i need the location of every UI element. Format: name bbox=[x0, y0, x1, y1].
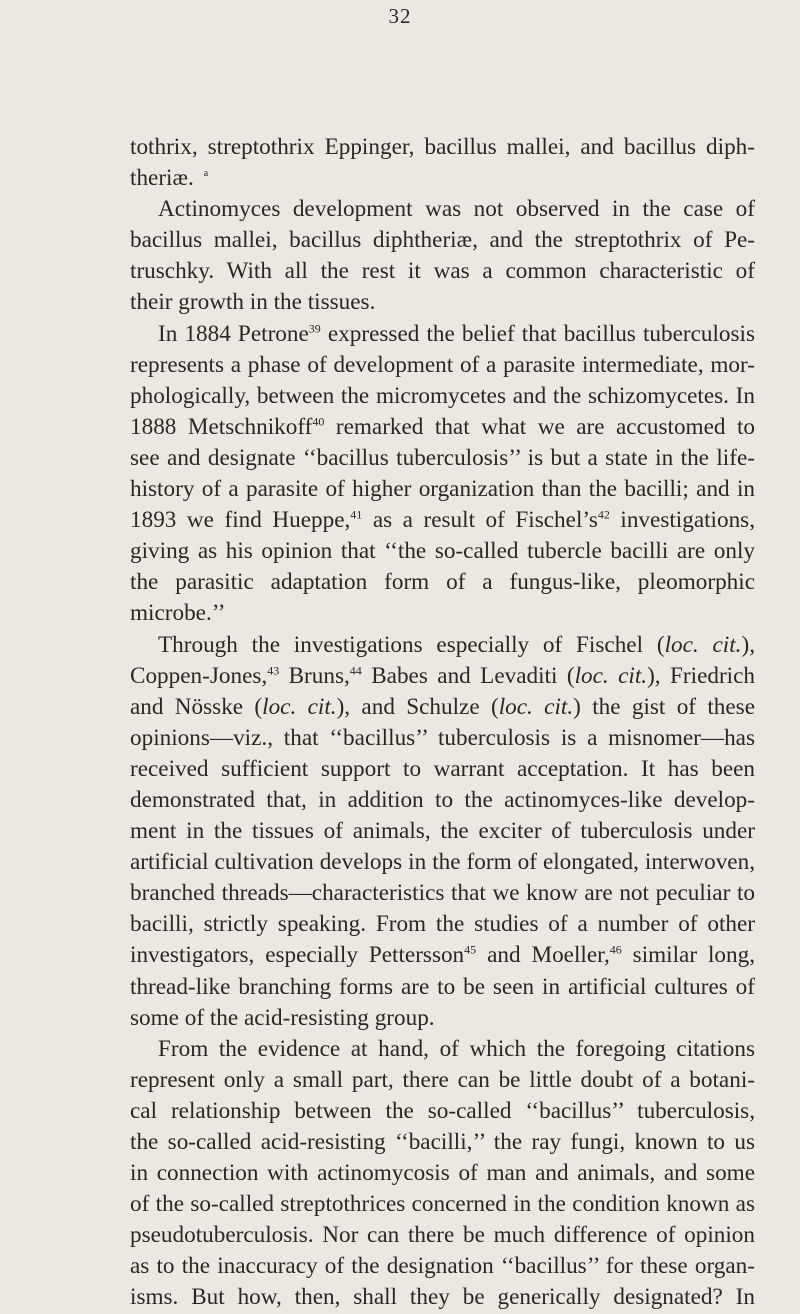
text-run: history of a parasite of higher organization than the bacilli; and in bbox=[130, 476, 755, 503]
footnote-ref: 39 bbox=[308, 320, 321, 335]
text-line bbox=[130, 630, 755, 661]
footnote-ref: 44 bbox=[349, 662, 362, 677]
text-run: expressed the belief that bacillus tuberculosis bbox=[320, 320, 756, 347]
text-line bbox=[130, 412, 755, 443]
body-text bbox=[130, 132, 755, 1314]
text-run: truschky. With all the rest it was a common characteristic of bbox=[130, 258, 755, 285]
text-line bbox=[130, 225, 755, 256]
paragraph bbox=[130, 630, 755, 1034]
text-run: Through the investigations especially of Fischel ( bbox=[158, 631, 665, 658]
text-line bbox=[130, 1065, 755, 1096]
text-line bbox=[130, 567, 755, 598]
text-run: In 1884 Petrone bbox=[158, 320, 309, 347]
text-line bbox=[130, 1158, 755, 1189]
text-line bbox=[130, 661, 755, 692]
text-run: theriæ. bbox=[130, 165, 194, 192]
text-line bbox=[130, 816, 755, 847]
text-line bbox=[130, 505, 755, 536]
text-line bbox=[130, 1096, 755, 1127]
text-run: the parasitic adaptation form of a fungus-like, pleomorphic bbox=[130, 569, 755, 596]
text-line bbox=[130, 1189, 755, 1220]
text-run: of the so-called streptothrices concerned in the condition known as bbox=[130, 1191, 755, 1218]
text-run: their growth in the tissues. bbox=[130, 289, 376, 316]
text-line bbox=[130, 598, 755, 629]
text-line bbox=[130, 972, 755, 1003]
text-run: 1888 Metschnikoff bbox=[130, 413, 313, 440]
text-run: remarked that what we are accustomed to bbox=[324, 413, 755, 440]
text-line bbox=[130, 785, 755, 816]
text-line bbox=[130, 1282, 755, 1313]
text-run: From the evidence at hand, of which the foregoing citations bbox=[158, 1035, 755, 1062]
citation-italic: loc. cit. bbox=[498, 693, 574, 720]
footnote-ref: 41 bbox=[350, 507, 363, 522]
text-line bbox=[130, 163, 755, 194]
text-line bbox=[130, 692, 755, 723]
text-run: see and designate ‘‘bacillus tuberculosis’’ is but a state in the life- bbox=[130, 444, 755, 471]
footnote-ref: 46 bbox=[609, 942, 622, 957]
text-run: artificial cultivation develops in the form of elongated, interwoven, bbox=[130, 849, 755, 876]
text-line bbox=[130, 847, 755, 878]
text-line bbox=[130, 1127, 755, 1158]
text-line bbox=[130, 1003, 755, 1034]
page-number: 32 bbox=[388, 4, 412, 28]
stray-mark: a bbox=[203, 168, 209, 180]
footnote-ref: 42 bbox=[597, 507, 610, 522]
text-run: ) the gist of these bbox=[573, 693, 755, 720]
text-run: branched threads—characteristics that we know are not peculiar to bbox=[130, 880, 755, 907]
text-run: similar long, bbox=[621, 942, 756, 969]
citation-italic: loc. cit. bbox=[262, 693, 337, 720]
paragraph bbox=[130, 1034, 755, 1314]
text-line bbox=[130, 319, 755, 350]
text-run: represent only a small part, there can be little doubt of a botani- bbox=[130, 1066, 755, 1093]
text-line bbox=[130, 381, 755, 412]
text-run: Coppen-Jones, bbox=[130, 662, 268, 689]
text-run: demonstrated that, in addition to the actinomyces-like develop- bbox=[130, 786, 755, 813]
text-line bbox=[130, 1034, 755, 1065]
text-line bbox=[130, 940, 755, 971]
text-run: bacilli, strictly speaking. From the studies of a number of other bbox=[130, 911, 755, 938]
text-line bbox=[130, 1220, 755, 1251]
text-run: represents a phase of development of a parasite intermediate, mor- bbox=[130, 351, 755, 378]
text-line bbox=[130, 474, 755, 505]
text-run: ), and Schulze ( bbox=[336, 693, 499, 720]
text-line bbox=[130, 287, 755, 318]
text-run: in connection with actinomycosis of man and animals, and some bbox=[130, 1160, 755, 1187]
text-line bbox=[130, 536, 755, 567]
text-run: opinions—viz., that ‘‘bacillus’’ tuberculosis is a misnomer—has bbox=[130, 724, 755, 751]
text-line bbox=[130, 350, 755, 381]
text-run: tothrix, streptothrix Eppinger, bacillus mallei, and bacillus diph- bbox=[130, 134, 755, 160]
text-run: Bruns, bbox=[279, 662, 350, 689]
text-run: Babes and Levaditi ( bbox=[361, 662, 575, 689]
text-run: phologically, between the micromycetes and the schizomycetes. In bbox=[130, 382, 755, 409]
text-run: giving as his opinion that ‘‘the so-called tubercle bacilli are only bbox=[130, 538, 755, 565]
text-line bbox=[130, 443, 755, 474]
text-line bbox=[130, 723, 755, 754]
text-run: as a result of Fischel’s bbox=[362, 507, 598, 534]
paragraph bbox=[130, 132, 755, 194]
text-run: ), Friedrich bbox=[647, 662, 755, 689]
text-line bbox=[130, 132, 755, 163]
text-run: microbe.’’ bbox=[130, 600, 226, 627]
text-run: received sufficient support to warrant acceptation. It has been bbox=[130, 755, 755, 782]
text-run: 1893 we find Hueppe, bbox=[130, 507, 351, 534]
text-line bbox=[130, 754, 755, 785]
text-line bbox=[130, 878, 755, 909]
text-line bbox=[130, 909, 755, 940]
text-run: some of the acid-resisting group. bbox=[130, 1004, 435, 1031]
text-run: isms. But how, then, shall they be generically designated? In bbox=[130, 1284, 755, 1311]
paragraph bbox=[130, 319, 755, 630]
text-run: Actinomyces development was not observed in the case of bbox=[158, 196, 755, 223]
text-run: ment in the tissues of animals, the exciter of tuberculosis under bbox=[130, 818, 755, 845]
text-run: as to the inaccuracy of the designation ‘‘bacillus’’ for these organ- bbox=[130, 1253, 755, 1280]
text-line bbox=[130, 194, 755, 225]
text-run: and Moeller, bbox=[476, 942, 610, 969]
text-run: bacillus mallei, bacillus diphtheriæ, and the streptothrix of Pe- bbox=[130, 227, 755, 254]
text-run: the so-called acid-resisting ‘‘bacilli,’’ the ray fungi, known to us bbox=[130, 1129, 755, 1155]
paragraph bbox=[130, 194, 755, 318]
text-run: pseudotuberculosis. Nor can there be much difference of opinion bbox=[130, 1222, 755, 1249]
text-line bbox=[130, 1251, 755, 1282]
citation-italic: loc. cit. bbox=[574, 662, 648, 689]
footnote-ref: 43 bbox=[267, 662, 280, 677]
citation-italic: loc. cit. bbox=[664, 631, 742, 658]
text-run: investigators, especially Pettersson bbox=[130, 942, 465, 969]
text-line bbox=[130, 256, 755, 287]
text-run: and Nösske ( bbox=[130, 693, 263, 720]
text-run: cal relationship between the so-called ‘‘bacillus’’ tuberculosis, bbox=[130, 1097, 755, 1124]
text-run: investigations, bbox=[609, 507, 756, 534]
text-run: thread-like branching forms are to be seen in artificial cultures of bbox=[130, 973, 755, 1000]
text-run: ), bbox=[741, 631, 755, 658]
footnote-ref: 40 bbox=[312, 414, 325, 429]
footnote-ref: 45 bbox=[464, 942, 477, 957]
